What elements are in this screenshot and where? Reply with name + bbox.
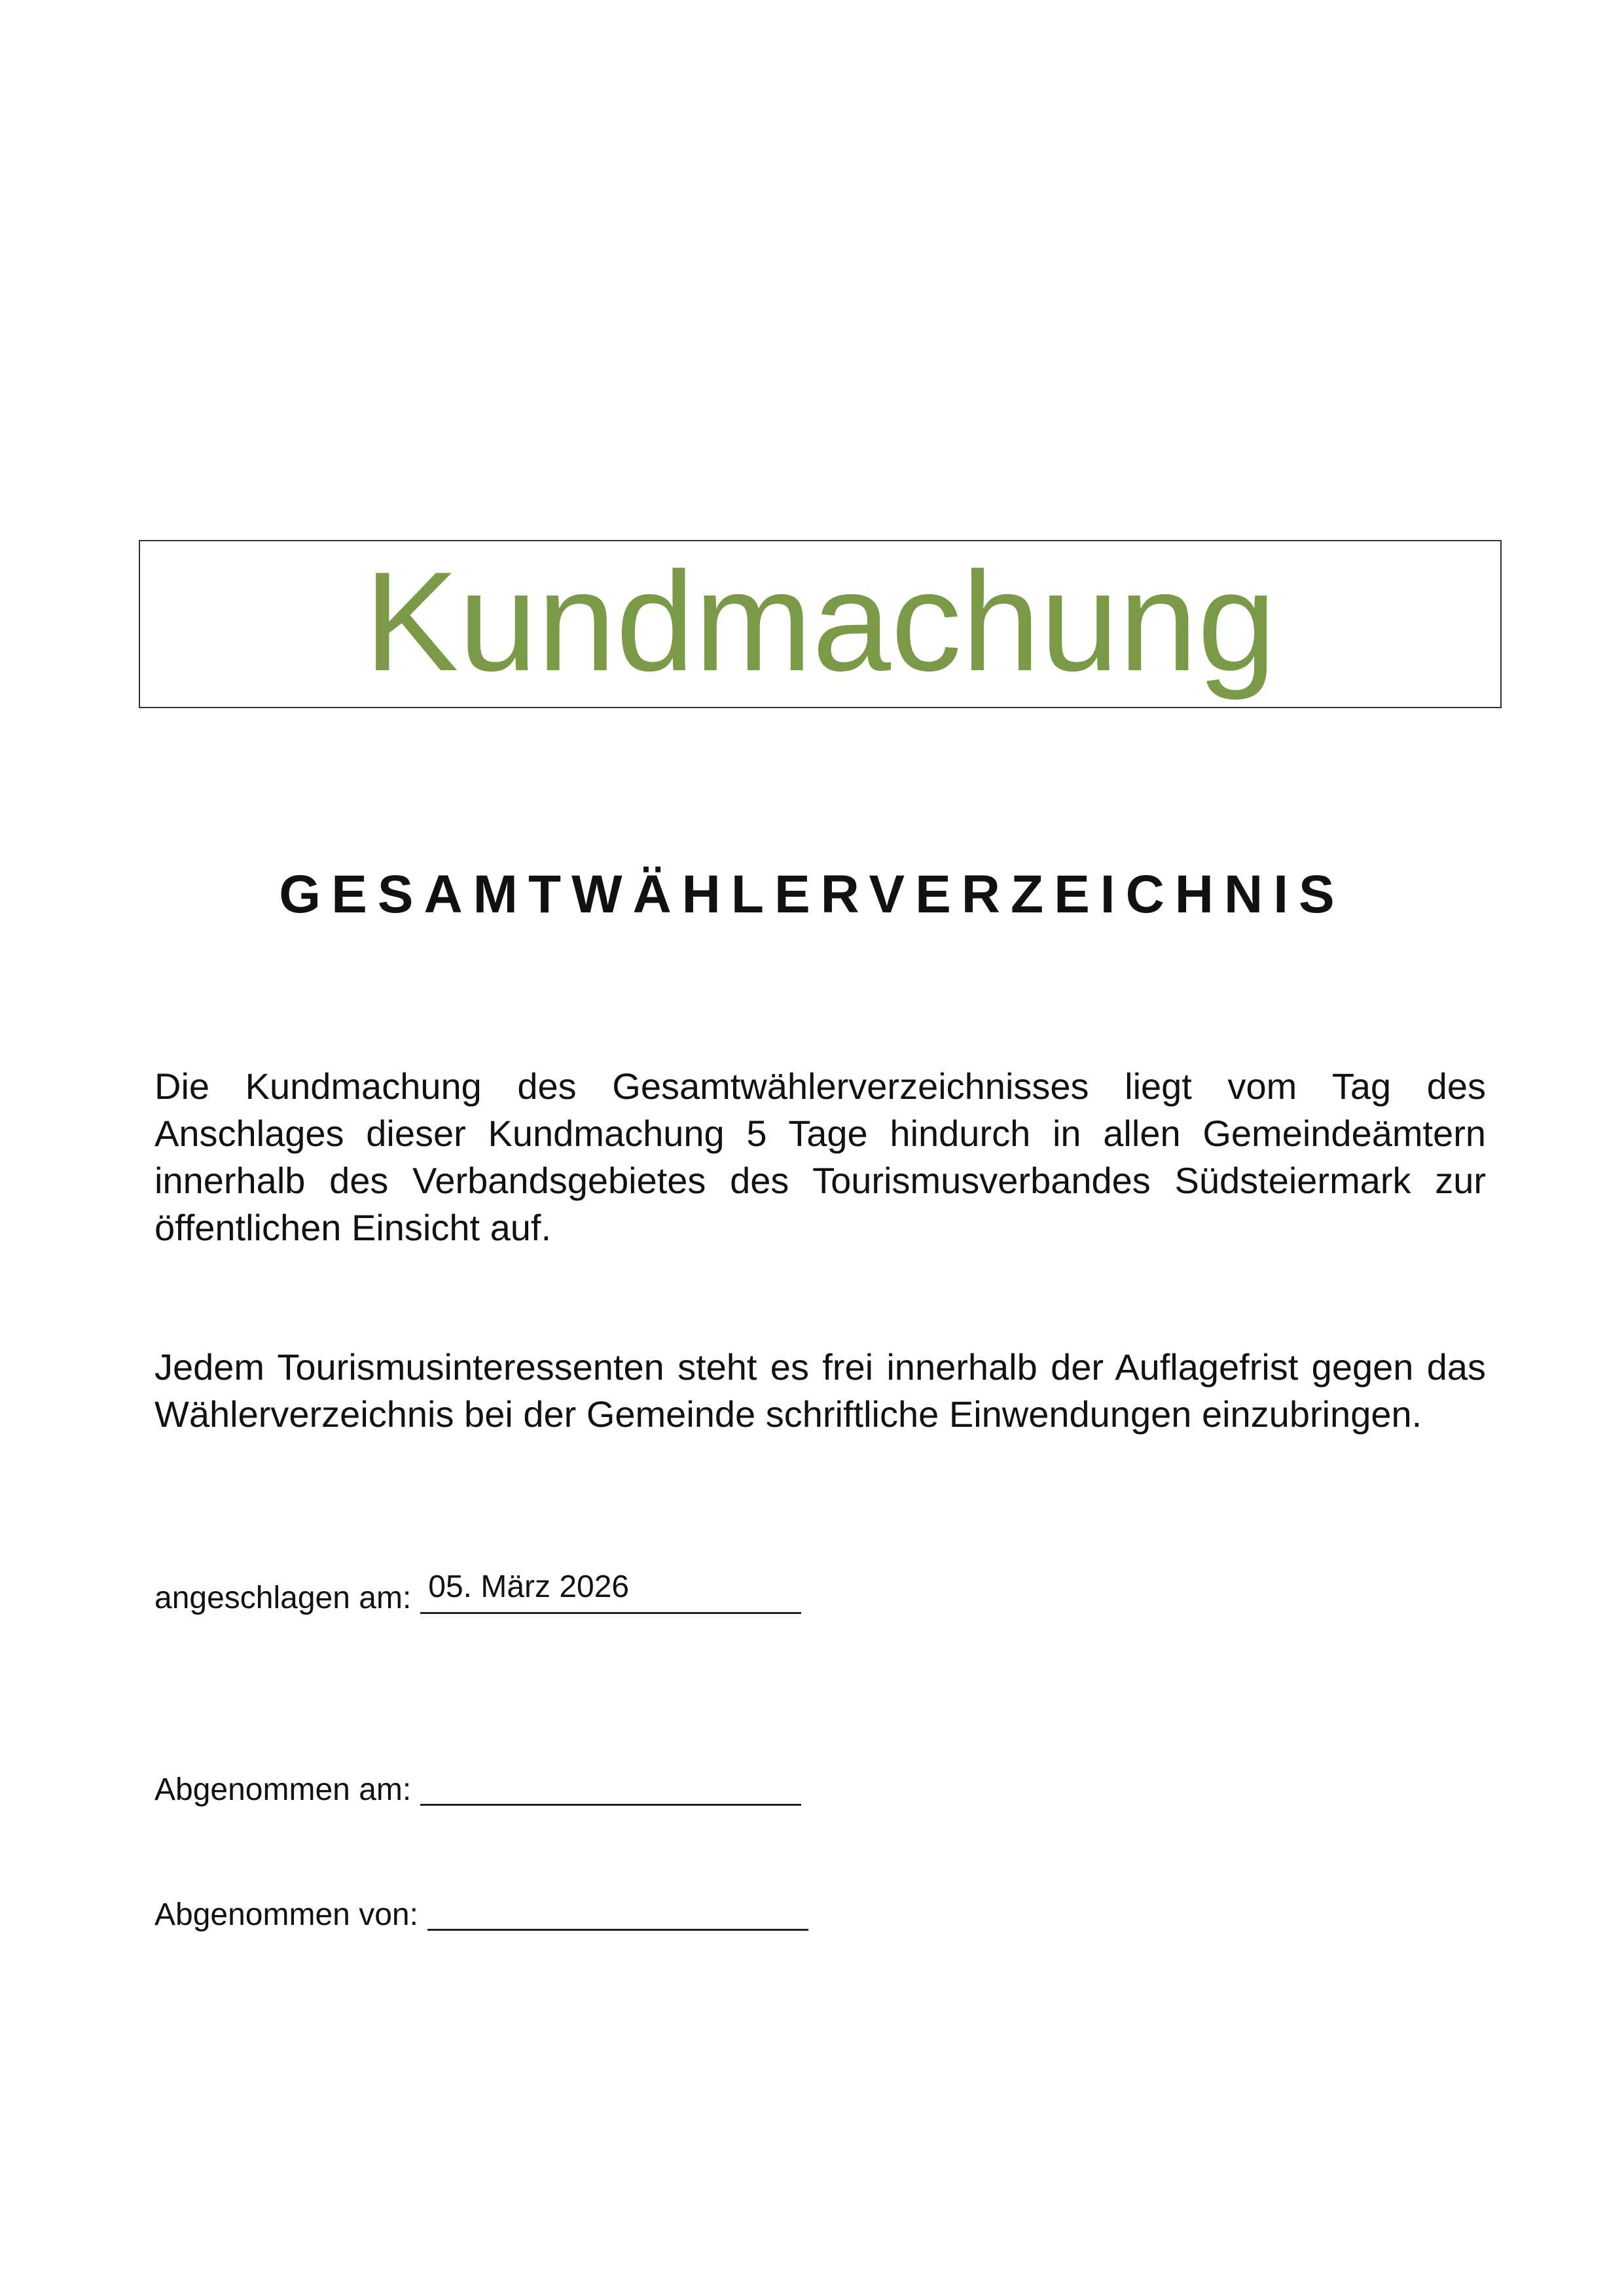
title-box [139,540,1502,708]
removed-date-row [154,1765,801,1806]
removed-by-field[interactable] [427,1890,808,1931]
posted-date-label: angeschlagen am: [154,1581,412,1615]
posted-date-row [154,1570,801,1615]
paragraph-notice: Die Kundmachung des Gesamtwählerverzeichnisses liegt vom Tag des Anschlages dieser Kundmachung 5 Tage hindurch in allen Gemeindeämtern innerhalb des Verbandsgebietes des Tourismusverbandes Südsteiermark zur öffentlichen Einsicht auf. [154,1066,1486,1248]
document-subtitle: GESAMTWÄHLERVERZEICHNIS [279,865,1345,924]
paragraph-objection: Jedem Tourismusinteressenten steht es frei innerhalb der Auflagefrist gegen das Wählerverzeichnis bei der Gemeinde schriftliche Einwendungen einzubringen. [154,1346,1486,1435]
posted-date-field[interactable] [420,1570,801,1614]
document-title: Kundmachung [364,541,1276,700]
removed-by-row [154,1890,808,1931]
removed-date-label: Abgenommen am: [154,1772,412,1807]
removed-by-label: Abgenommen von: [154,1897,418,1932]
removed-date-field[interactable] [420,1765,801,1806]
posted-date-value: 05. März 2026 [428,1570,630,1604]
